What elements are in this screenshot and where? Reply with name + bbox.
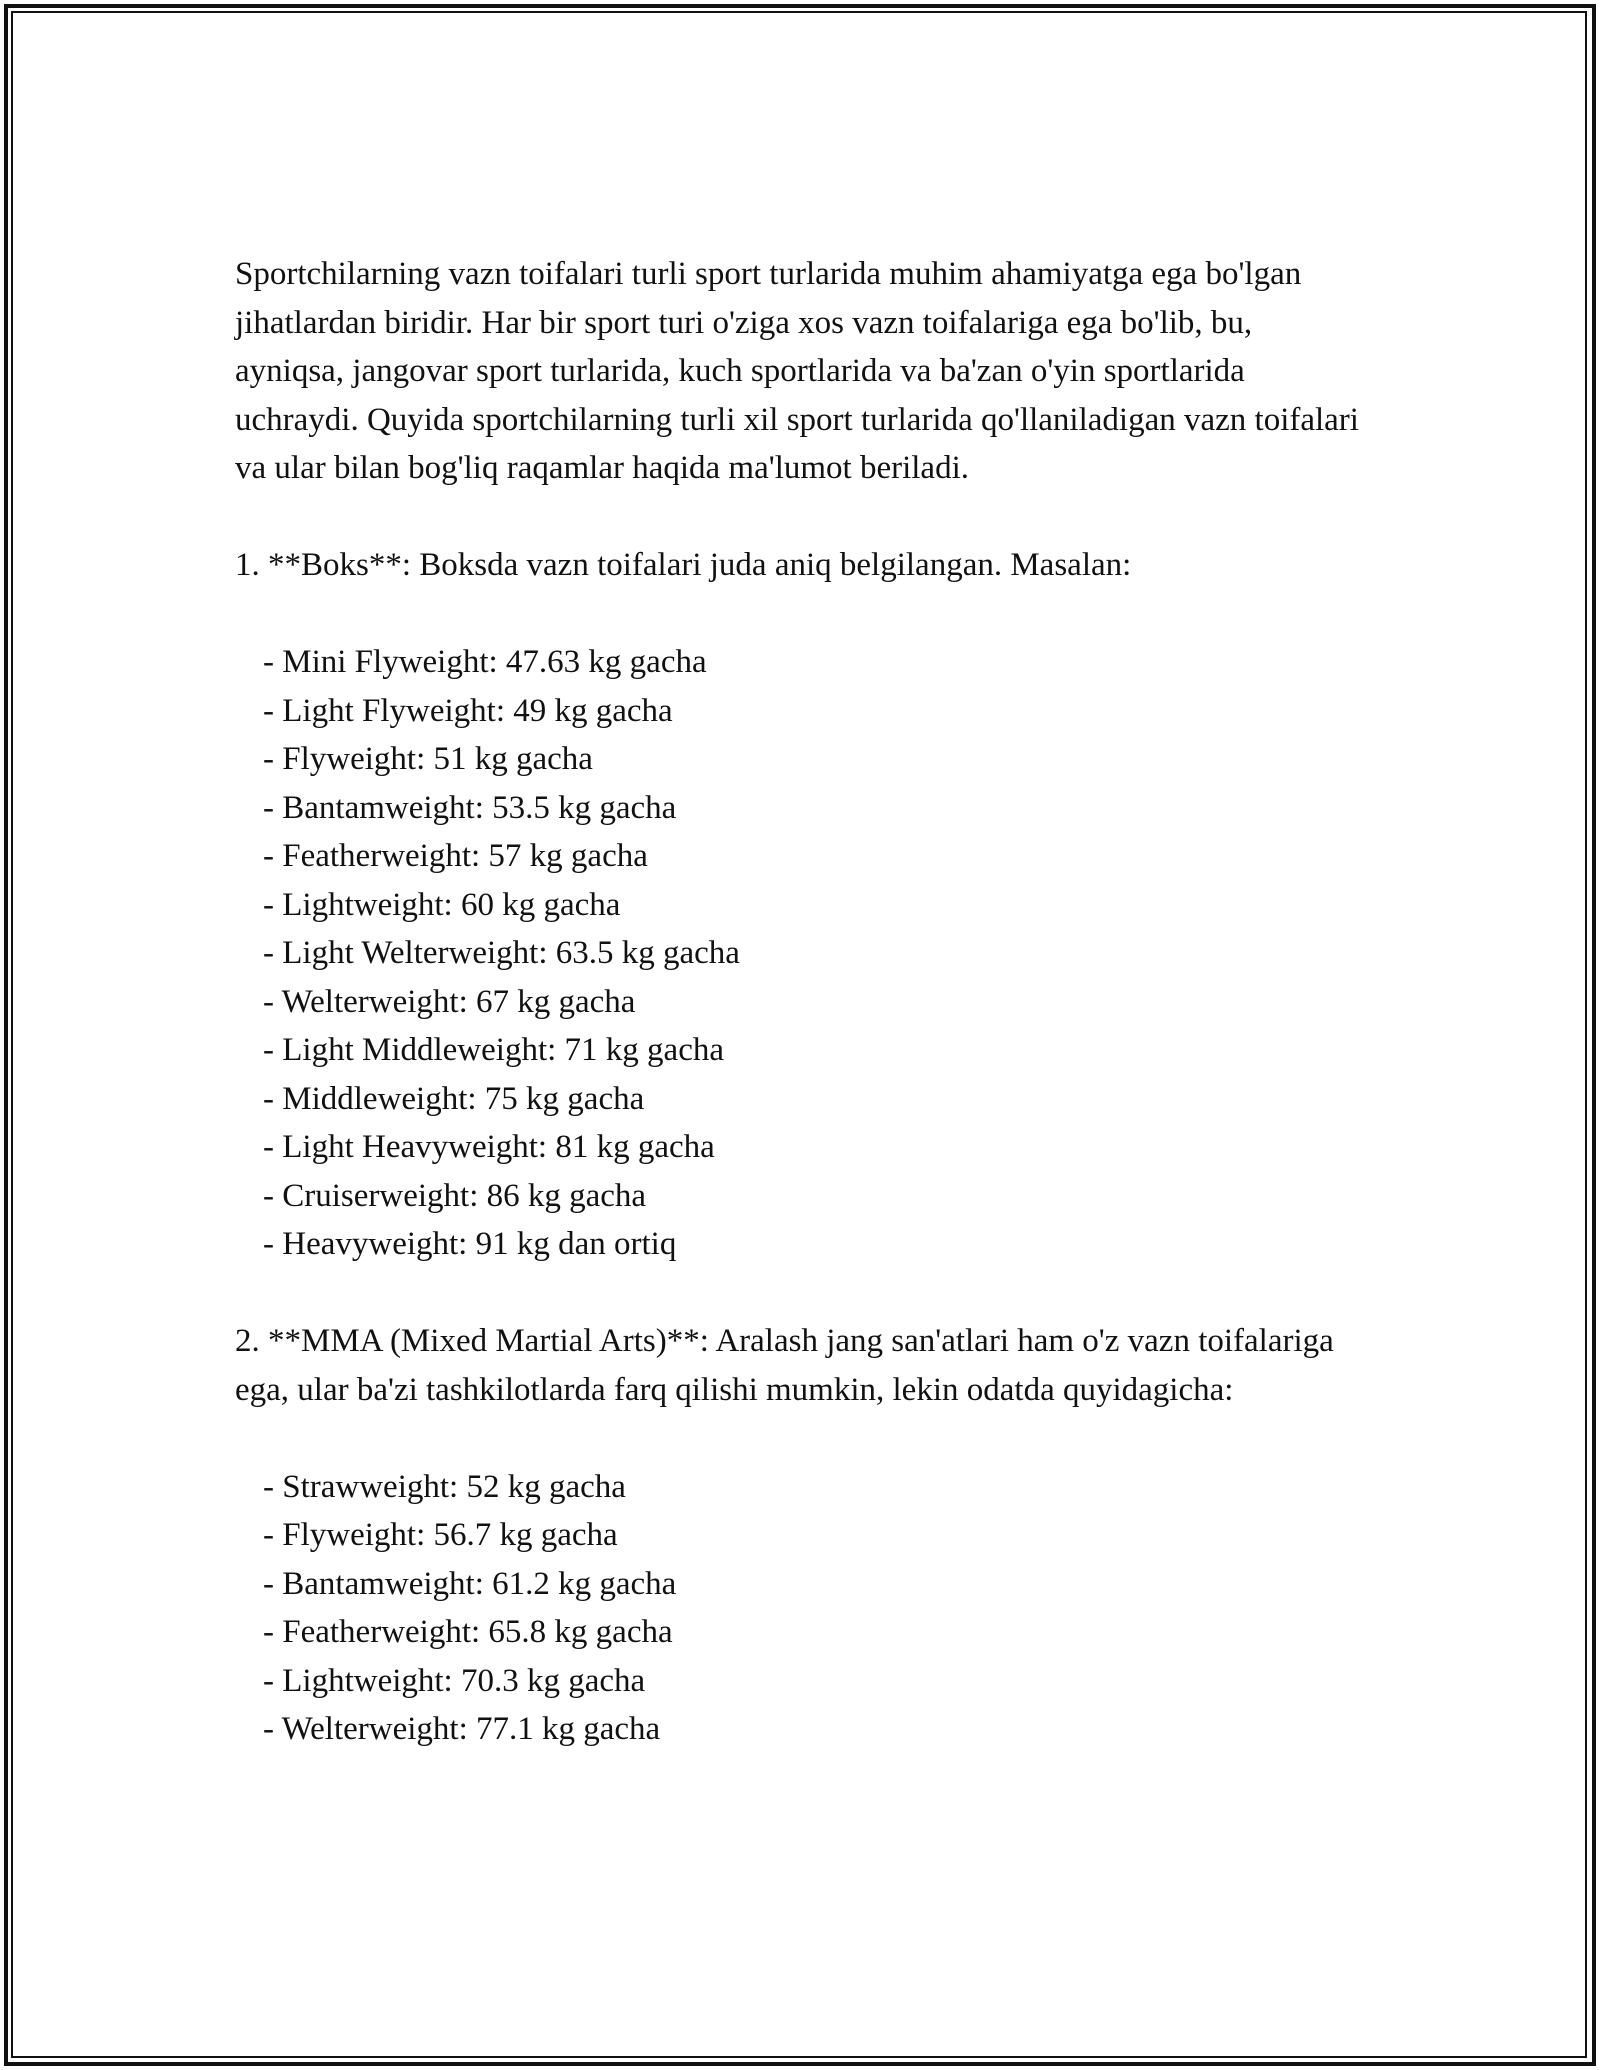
list-item: - Lightweight: 70.3 kg gacha: [263, 1662, 646, 1699]
list-item: - Middleweight: 75 kg gacha: [263, 1080, 645, 1117]
spacer: [235, 1414, 1365, 1463]
list-item: - Welterweight: 67 kg gacha: [263, 983, 636, 1020]
boxing-weight-list: [235, 638, 1365, 1269]
section-heading-boxing: 1. **Boks**: Boksda vazn toifalari juda aniq belgilangan. Masalan:: [235, 547, 1132, 583]
spacer: [235, 493, 1365, 542]
mma-weight-list: [235, 1463, 1365, 1754]
list-item: - Heavyweight: 91 kg dan ortiq: [263, 1226, 677, 1262]
spacer: [235, 590, 1365, 639]
list-item: - Featherweight: 57 kg gacha: [263, 838, 648, 874]
list-item: - Light Welterweight: 63.5 kg gacha: [263, 935, 740, 971]
list-item: - Mini Flyweight: 47.63 kg gacha: [263, 644, 707, 680]
list-item: - Cruiserweight: 86 kg gacha: [263, 1177, 647, 1214]
list-item: - Featherweight: 65.8 kg gacha: [263, 1614, 673, 1650]
list-item: - Lightweight: 60 kg gacha: [263, 886, 621, 923]
list-item: - Flyweight: 51 kg gacha: [263, 741, 593, 777]
list-item: - Welterweight: 77.1 kg gacha: [263, 1711, 661, 1747]
spacer: [235, 1269, 1365, 1318]
list-item: - Bantamweight: 53.5 kg gacha: [263, 789, 677, 826]
list-item: - Strawweight: 52 kg gacha: [263, 1468, 626, 1505]
list-item: - Bantamweight: 61.2 kg gacha: [263, 1565, 677, 1602]
intro-paragraph: Sportchilarning vazn toifalari turli sport turlarida muhim ahamiyatga ega bo'lgan jihatlardan biridir. Har bir sport turi o'ziga xos vazn toifalariga ega bo'lib, bu, ayniqsa, jangovar sport turlarida, kuch sportlarida va ba'zan o'yin sportlarida uchraydi. Quyida sportchilarning turli xil sport turlarida qo'llaniladigan vazn toifalari va ular bilan bog'liq raqamlar haqida ma'lumot beriladi.: [235, 256, 1359, 486]
section-heading-mma: 2. **MMA (Mixed Martial Arts)**: Aralash jang san'atlari ham o'z vazn toifalariga ega, ular ba'zi tashkilotlarda farq qilishi mumkin, lekin odatda quyidagicha:: [235, 1323, 1334, 1408]
list-item: - Flyweight: 56.7 kg gacha: [263, 1517, 618, 1553]
list-item: - Light Flyweight: 49 kg gacha: [263, 692, 673, 729]
document-body: [235, 250, 1365, 1754]
list-item: - Light Heavyweight: 81 kg gacha: [263, 1129, 715, 1165]
list-item: - Light Middleweight: 71 kg gacha: [263, 1032, 724, 1068]
